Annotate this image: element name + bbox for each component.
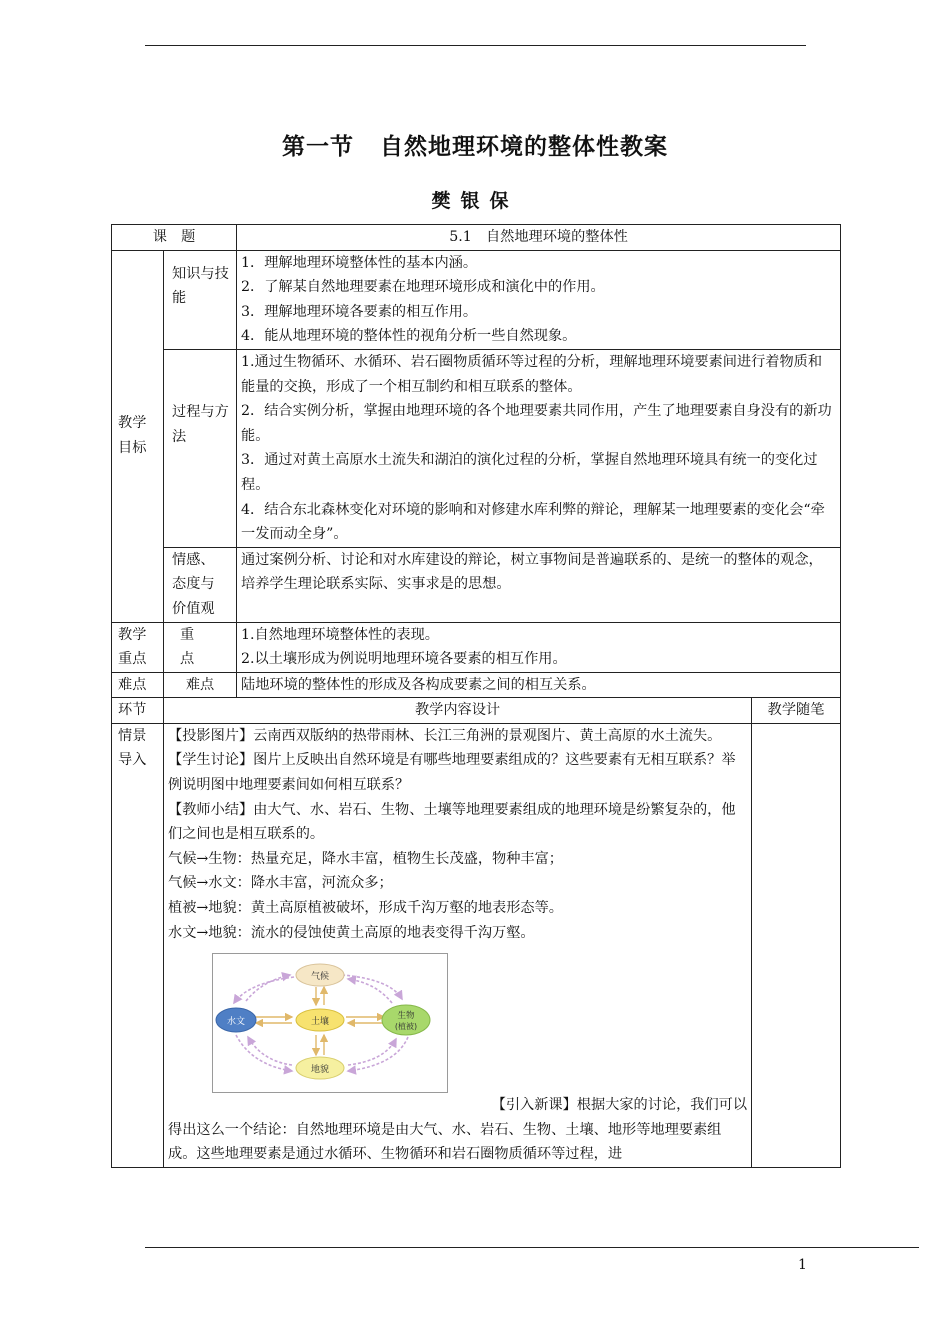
- page-number: 1: [798, 1257, 807, 1273]
- difficulty-content: 陆地环境的整体性的形成及各构成要素之间的相互关系。: [237, 672, 841, 698]
- content-line: 水文→地貌：流水的侵蚀使黄土高原的地表变得千沟万壑。: [168, 924, 535, 941]
- emotion-content: 通过案例分析、讨论和对水库建设的辩论，树立事物间是普遍联系的、是统一的整体的观念，培养学生理论联系实际、实事求是的思想。: [237, 547, 841, 622]
- node-biology-sublabel: (植被): [394, 1022, 418, 1032]
- node-hydrology-label: 水文: [226, 1017, 246, 1028]
- difficulty-row: [112, 672, 841, 698]
- knowledge-label: 知识与技能: [164, 250, 237, 349]
- knowledge-item: 3．理解地理环境各要素的相互作用。: [241, 303, 478, 320]
- difficulty-sub-label: 难点: [164, 672, 237, 698]
- node-biology-label: 生物: [397, 1011, 415, 1022]
- section-header: 环节: [112, 698, 164, 724]
- key-label: 教学重点: [112, 622, 164, 672]
- key-row: [112, 622, 841, 672]
- knowledge-row: [112, 250, 841, 349]
- knowledge-item: 4．能从地理环境的整体性的视角分析一些自然现象。: [241, 328, 577, 345]
- knowledge-content: [237, 250, 841, 349]
- process-row: [112, 349, 841, 547]
- header-rule: [145, 45, 806, 46]
- process-item: 2．结合实例分析，掌握由地理环境的各个地理要素共同作用，产生了地理要素自身没有的新功能。: [241, 403, 832, 444]
- key-sub-label: 重 点: [164, 622, 237, 672]
- intro-row: [112, 723, 841, 1167]
- content-line: 【教师小结】由大气、水、岩石、生物、土壤等地理要素组成的地理环境是纷繁复杂的，他们之间也是相互联系的。: [168, 801, 736, 843]
- key-item: 1.自然地理环境整体性的表现。: [241, 626, 439, 643]
- emotion-label: 情感、态度与价值观: [164, 547, 237, 622]
- key-content: [237, 622, 841, 672]
- content-line: 气候→生物：热量充足，降水丰富，植物生长茂盛，物种丰富；: [168, 850, 563, 867]
- intro-content: [164, 723, 752, 1167]
- knowledge-item: 1．理解地理环境整体性的基本内涵。: [241, 254, 478, 271]
- content-header: 教学内容设计: [164, 698, 752, 724]
- content-line: 【学生讨论】图片上反映出自然环境是有哪些地理要素组成的？这些要素有无相互联系？举例说明图中地理要素间如何相互联系？: [168, 752, 736, 794]
- notes-header: 教学随笔: [752, 698, 841, 724]
- author-name: 樊银保: [431, 190, 519, 212]
- content-line: 气候→水文：降水丰富，河流众多；: [168, 875, 393, 892]
- intro-new-lesson-rest: 得出这么一个结论：自然地理环境是由大气、水、岩石、生物、土壤、地形等地理要素组成。这些地理要素是通过水循环、生物循环和岩石圈物质循环等过程，进: [168, 1121, 722, 1163]
- section-header-row: [112, 698, 841, 724]
- topic-value: 5.1 自然地理环境的整体性: [237, 225, 841, 251]
- lesson-plan-table: [111, 224, 841, 1168]
- intro-new-lesson-first-line: 【引入新课】根据大家的讨论，我们可以: [491, 1097, 748, 1114]
- stage-label: 情景导入: [112, 723, 164, 1167]
- emotion-row: [112, 547, 841, 622]
- goals-label: 教学目标: [112, 250, 164, 622]
- content-line: 【投影图片】云南西双版纳的热带雨林、长江三角洲的景观图片、黄土高原的水土流失。: [168, 727, 722, 744]
- key-item: 2.以土壤形成为例说明地理环境各要素的相互作用。: [241, 651, 567, 668]
- geo-elements-diagram: [212, 953, 448, 1093]
- content-line: 植被→地貌：黄土高原植被破坏，形成千沟万壑的地表形态等。: [168, 900, 563, 917]
- process-content: [237, 349, 841, 547]
- node-climate-label: 气候: [310, 972, 330, 983]
- difficulty-label: 难点: [112, 672, 164, 698]
- process-item: 4．结合东北森林变化对环境的影响和对修建水库利弊的辩论，理解某一地理要素的变化会“牵一发而动全身”。: [241, 501, 825, 543]
- notes-cell: [752, 723, 841, 1167]
- topic-label: 课 题: [112, 225, 237, 251]
- process-label: 过程与方法: [164, 349, 237, 547]
- process-item: 3．通过对黄土高原水土流失和湖泊的演化过程的分析，掌握自然地理环境具有统一的变化过程。: [241, 452, 818, 493]
- document-title: 第一节 自然地理环境的整体性教案: [282, 134, 668, 160]
- footer-rule: [145, 1247, 919, 1248]
- knowledge-item: 2．了解某自然地理要素在地理环境形成和演化中的作用。: [241, 279, 605, 296]
- topic-row: [112, 225, 841, 251]
- node-landform-label: 地貌: [310, 1065, 330, 1076]
- node-soil-label: 土壤: [310, 1017, 330, 1028]
- process-item: 1.通过生物循环、水循环、岩石圈物质循环等过程的分析，理解地理环境要素间进行着物质和能量的交换，形成了一个相互制约和相互联系的整体。: [241, 353, 823, 395]
